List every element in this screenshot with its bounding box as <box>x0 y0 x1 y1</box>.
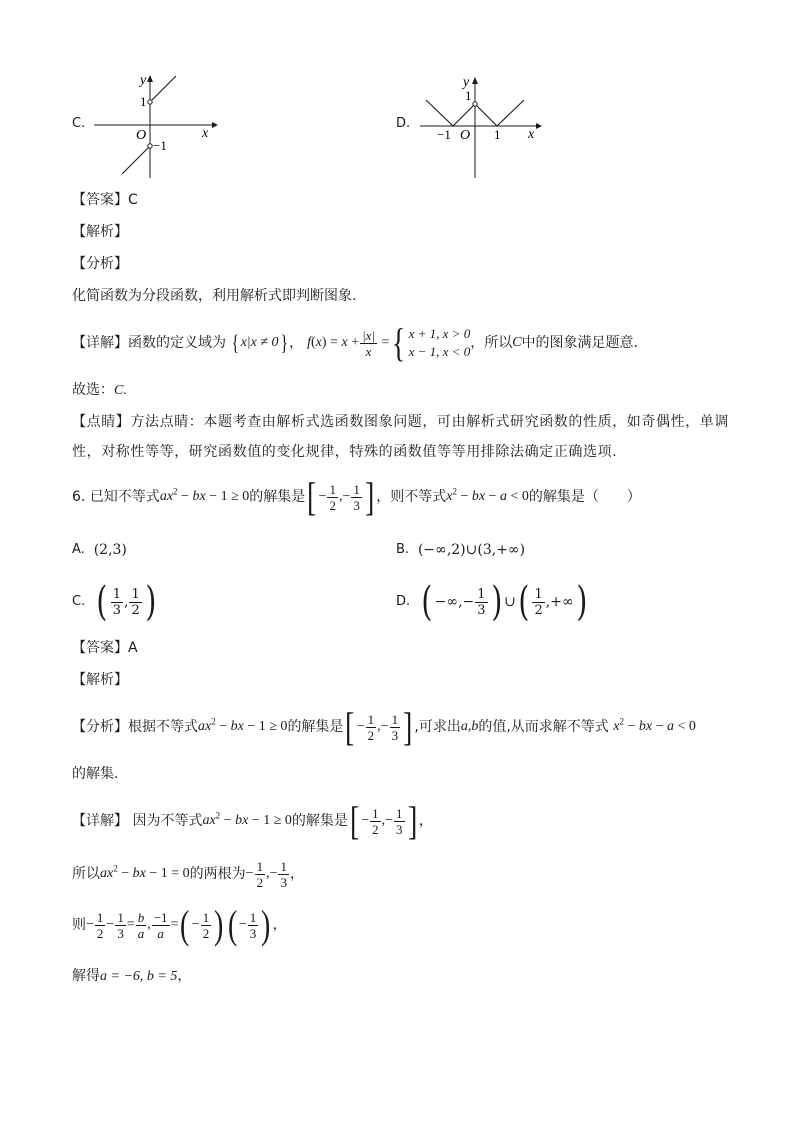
q5-answer-tag: 【答案】 <box>72 192 128 208</box>
q5-xiangjie-c: ，所以 <box>470 335 513 351</box>
q6-fenxi-line2: 的解集. <box>72 766 119 782</box>
q6-stem: 6. 已知不等式 $ax^2$ − bx − 1 ≥ 0 的解集是 [ − $\frac{1}{2}$ ,− $\frac{1}{3}$ ] ，则不等式 $x^2$ − bx − a < 0 的解集是（ ） <box>72 474 641 519</box>
q5-xiangjie-line <box>72 320 638 366</box>
q5-guxuan-line: 故选：C. <box>72 382 127 398</box>
q5-dianjing-line2: 性，对称性等等，研究函数值的变化规律，特殊的函数值等等用排除法确定正确选项. <box>72 444 618 460</box>
graph-c-x-label: x <box>202 126 209 141</box>
graph-d-tick-right: 1 <box>494 127 501 142</box>
q5-xiangjie-b: ， <box>289 335 304 351</box>
q5-domain-set: { x|x ≠ 0} <box>231 330 288 355</box>
graph-d-open-point <box>473 102 477 106</box>
graph-c-x-arrow <box>212 122 218 128</box>
graph-d-x-label: x <box>528 127 535 142</box>
graph-c-tick-neg: −1 <box>153 138 167 153</box>
graph-d-x-arrow <box>536 123 542 129</box>
q5-jiexi-tag: 【解析】 <box>72 224 128 240</box>
graph-c-line-right <box>150 76 176 102</box>
q5-dianjing-tag: 【点睛】 <box>72 414 131 430</box>
q5-xiangjie-tag: 【详解】 <box>72 335 128 351</box>
graph-c-line-left <box>122 146 150 174</box>
q6-roots-line: 所以 $ax^2$ − bx − 1 = 0 的两根为 − $\frac{1}{2}$ ,− $\frac{1}{3}$ ， <box>72 858 304 890</box>
q6-jiexi-tag: 【解析】 <box>72 672 128 688</box>
q6-fenxi-tag: 【分析】 <box>72 719 128 735</box>
graph-c-open-point-top <box>148 100 152 104</box>
q5-fenxi-tag: 【分析】 <box>72 256 128 272</box>
q5-fenxi-text: 化简函数为分段函数，利用解析式即判断图象. <box>72 288 357 304</box>
q6-answer-line: 【答案】A <box>72 640 138 656</box>
q6-xiangjie-tag: 【详解】 <box>72 813 128 829</box>
graph-c-option-label[interactable]: C. <box>72 116 86 131</box>
graph-c-tick-pos: 1 <box>140 94 147 109</box>
graph-d-y-label: y <box>463 75 470 90</box>
graph-d-origin: O <box>460 128 471 143</box>
q6-option-c[interactable]: C. ( $\frac{1}{3}$ , $\frac{1}{2}$ ) <box>72 579 157 625</box>
q5-xiangjie-c-var: C <box>512 335 522 350</box>
graph-d <box>416 72 546 180</box>
q5-answer-line <box>72 190 138 210</box>
graph-c-open-point-bottom <box>148 144 152 148</box>
q6-answer: A <box>128 640 138 656</box>
q6-xiangjie-line: 【详解】 因为不等式 $ax^2$ − bx − 1 ≥ 0 的解集是 [ − $\frac{1}{2}$ ,− $\frac{1}{3}$ ] ， <box>72 798 433 843</box>
q5-case2: x − 1, x < 0 <box>408 344 471 359</box>
q6-fenxi-line: 【分析】 根据不等式 $ax^2$ − bx − 1 ≥ 0 的解集是 [ − $\frac{1}{2}$ ,− $\frac{1}{3}$ ] ,可求出 a,b 的值,从而求解不等式 $x^2$ − bx − a < 0 <box>72 704 696 749</box>
q5-xiangjie-d: 中的图象满足题意. <box>521 335 638 351</box>
graph-d-tick-left: −1 <box>437 127 451 142</box>
q6-jiede-expr: a = −6, b = 5 <box>100 969 178 984</box>
q5-case1: x + 1, x > 0 <box>408 326 471 341</box>
graph-d-option-label[interactable]: D. <box>396 116 411 131</box>
q5-dianjing-line1: 【点睛】方法点睛：本题考查由解析式选函数图象问题，可由解析式研究函数的性质，如奇偶性，单调 <box>72 414 730 430</box>
graph-c <box>90 70 220 180</box>
graph-d-y-arrow <box>472 77 478 84</box>
q5-piecewise: f ( x ) = x + $\frac{|x|}{x}$ = { x + 1, x > 0 x − 1, x < 0 <box>307 320 471 365</box>
graph-c-y-label: y <box>140 73 147 88</box>
q6-stem-interval: [ − $\frac{1}{2}$ ,− $\frac{1}{3}$ ] <box>307 474 375 519</box>
q5-xiangjie-a: 函数的定义域为 <box>128 335 226 351</box>
q5-guxuan-ans: C. <box>114 383 127 398</box>
q6-number: 6. <box>72 489 86 505</box>
q6-option-a[interactable]: A. (2,3) <box>72 542 127 558</box>
q6-ze-line: 则 − $\frac{1}{2}$ − $\frac{1}{3}$ = $\frac{b}{a}$ , $\frac{-1}{a}$ = ( − $\frac{1}{2}$ ) ( − $\frac{1}{3}$ ) ， <box>72 902 287 947</box>
graph-d-tick-top: 1 <box>465 88 472 103</box>
q6-option-d[interactable]: D. ( −∞,− $\frac{1}{3}$ ) ∪ ( $\frac{1}{2}$ ,+∞ ) <box>396 579 587 625</box>
q5-answer: C <box>128 192 138 208</box>
graph-c-y-arrow <box>147 75 153 82</box>
q6-option-b[interactable]: B. (−∞,2)∪(3,+∞) <box>396 542 526 558</box>
graph-c-origin: O <box>136 128 147 143</box>
q6-jiede-line: 解得a = −6, b = 5， <box>72 968 192 984</box>
